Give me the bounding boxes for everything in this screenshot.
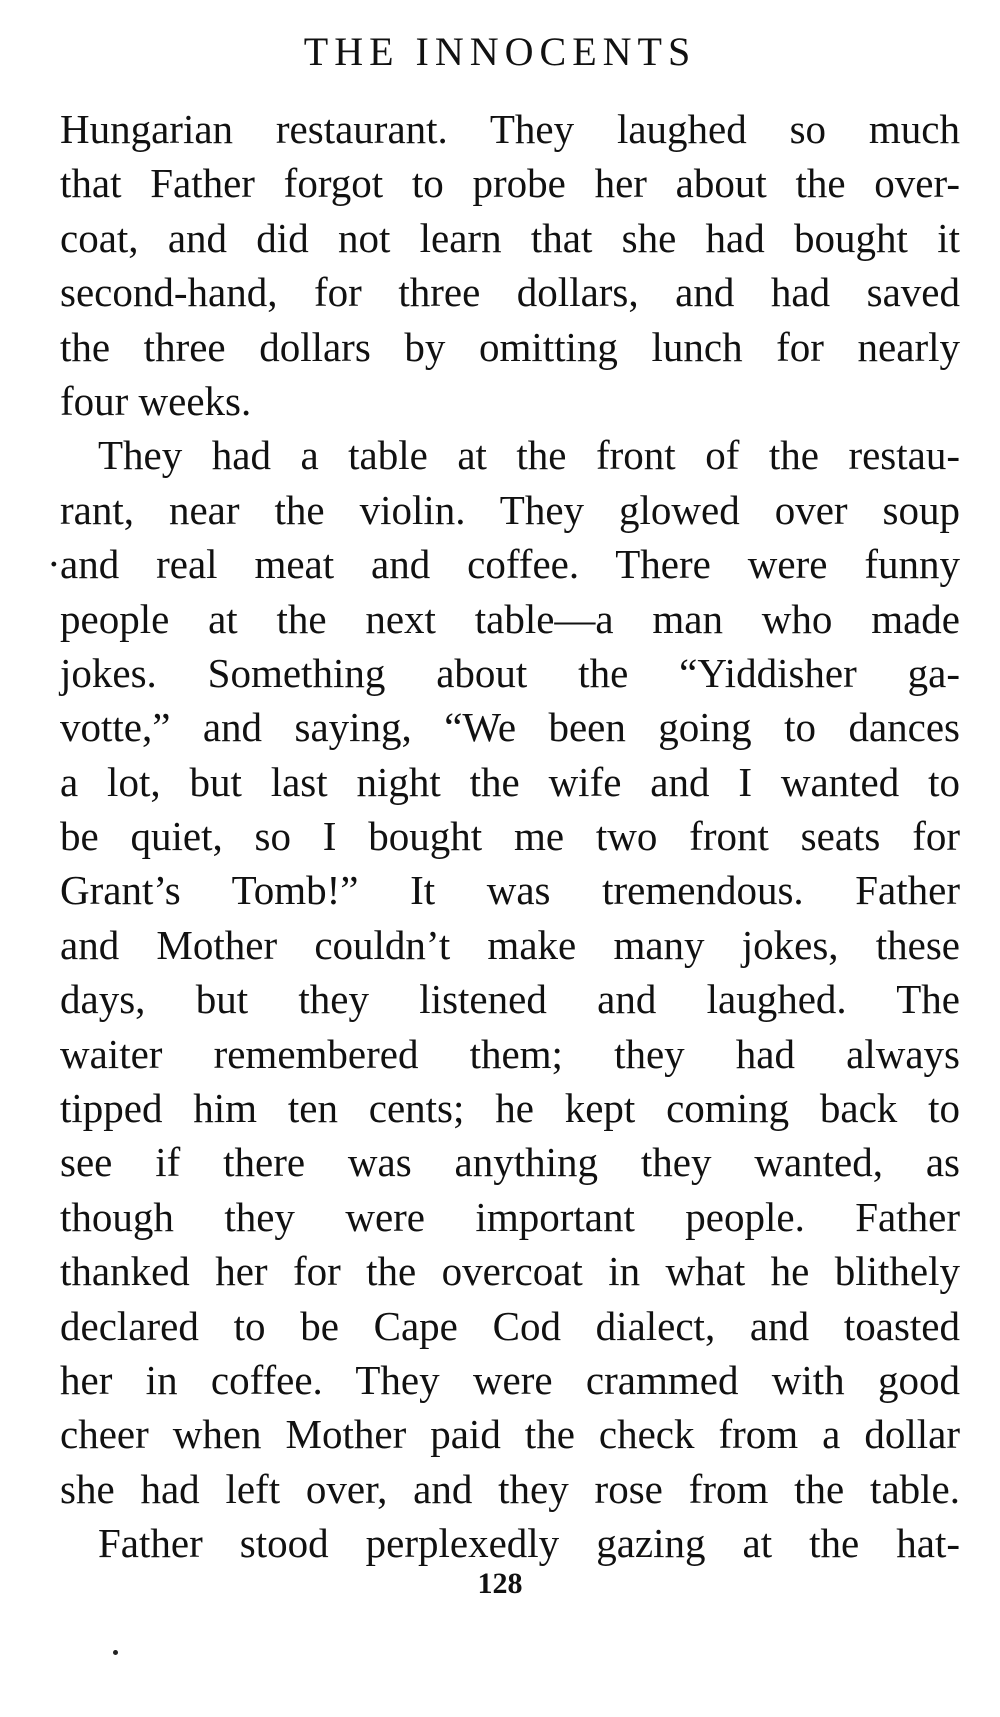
- text-line: see if there was anything they wanted, as: [60, 1139, 960, 1186]
- text-line: Hungarian restaurant. They laughed so much: [60, 106, 960, 152]
- stray-print-mark: ·: [47, 541, 61, 587]
- text-line: she had left over, and they rose from the table.: [60, 1465, 960, 1512]
- text-line: declared to be Cape Cod dialect, and toasted: [60, 1302, 960, 1349]
- text-line: Grant’s Tomb!” It was tremendous. Father: [60, 867, 960, 914]
- text-line: tipped him ten cents; he kept coming back to: [60, 1085, 960, 1132]
- text-line: votte,” and saying, “We been going to dances: [60, 704, 960, 751]
- text-line: though they were important people. Father: [60, 1193, 960, 1240]
- text-line: days, but they listened and laughed. The: [60, 976, 960, 1023]
- text-line: jokes. Something about the “Yiddisher ga-: [60, 649, 960, 696]
- text-line: her in coffee. They were crammed with good: [60, 1356, 960, 1403]
- running-head: THE INNOCENTS: [303, 29, 697, 74]
- text-line: and Mother couldn’t make many jokes, these: [60, 921, 960, 968]
- text-line: rant, near the violin. They glowed over soup: [60, 486, 960, 533]
- text-line: second-hand, for three dollars, and had saved: [60, 269, 960, 316]
- stray-dot: [113, 1650, 118, 1655]
- text-line: Father stood perplexedly gazing at the hat-: [98, 1520, 960, 1567]
- text-line: people at the next table—a man who made: [60, 595, 960, 642]
- text-line: coat, and did not learn that she had bought it: [60, 214, 960, 261]
- text-line: waiter remembered them; they had always: [60, 1030, 960, 1077]
- text-line: four weeks.: [60, 377, 252, 424]
- text-line: and real meat and coffee. There were funny: [60, 541, 960, 588]
- text-line: that Father forgot to probe her about the over-: [60, 160, 960, 207]
- text-line: the three dollars by omitting lunch for nearly: [60, 323, 960, 370]
- body-text: [60, 102, 960, 1571]
- text-line: a lot, but last night the wife and I wanted to: [60, 758, 960, 805]
- text-line: They had a table at the front of the restau-: [98, 432, 960, 479]
- text-line: cheer when Mother paid the check from a dollar: [60, 1411, 960, 1458]
- text-line: thanked her for the overcoat in what he blithely: [60, 1248, 960, 1295]
- page-number: 128: [477, 1567, 523, 1600]
- text-line: be quiet, so I bought me two front seats for: [60, 813, 960, 860]
